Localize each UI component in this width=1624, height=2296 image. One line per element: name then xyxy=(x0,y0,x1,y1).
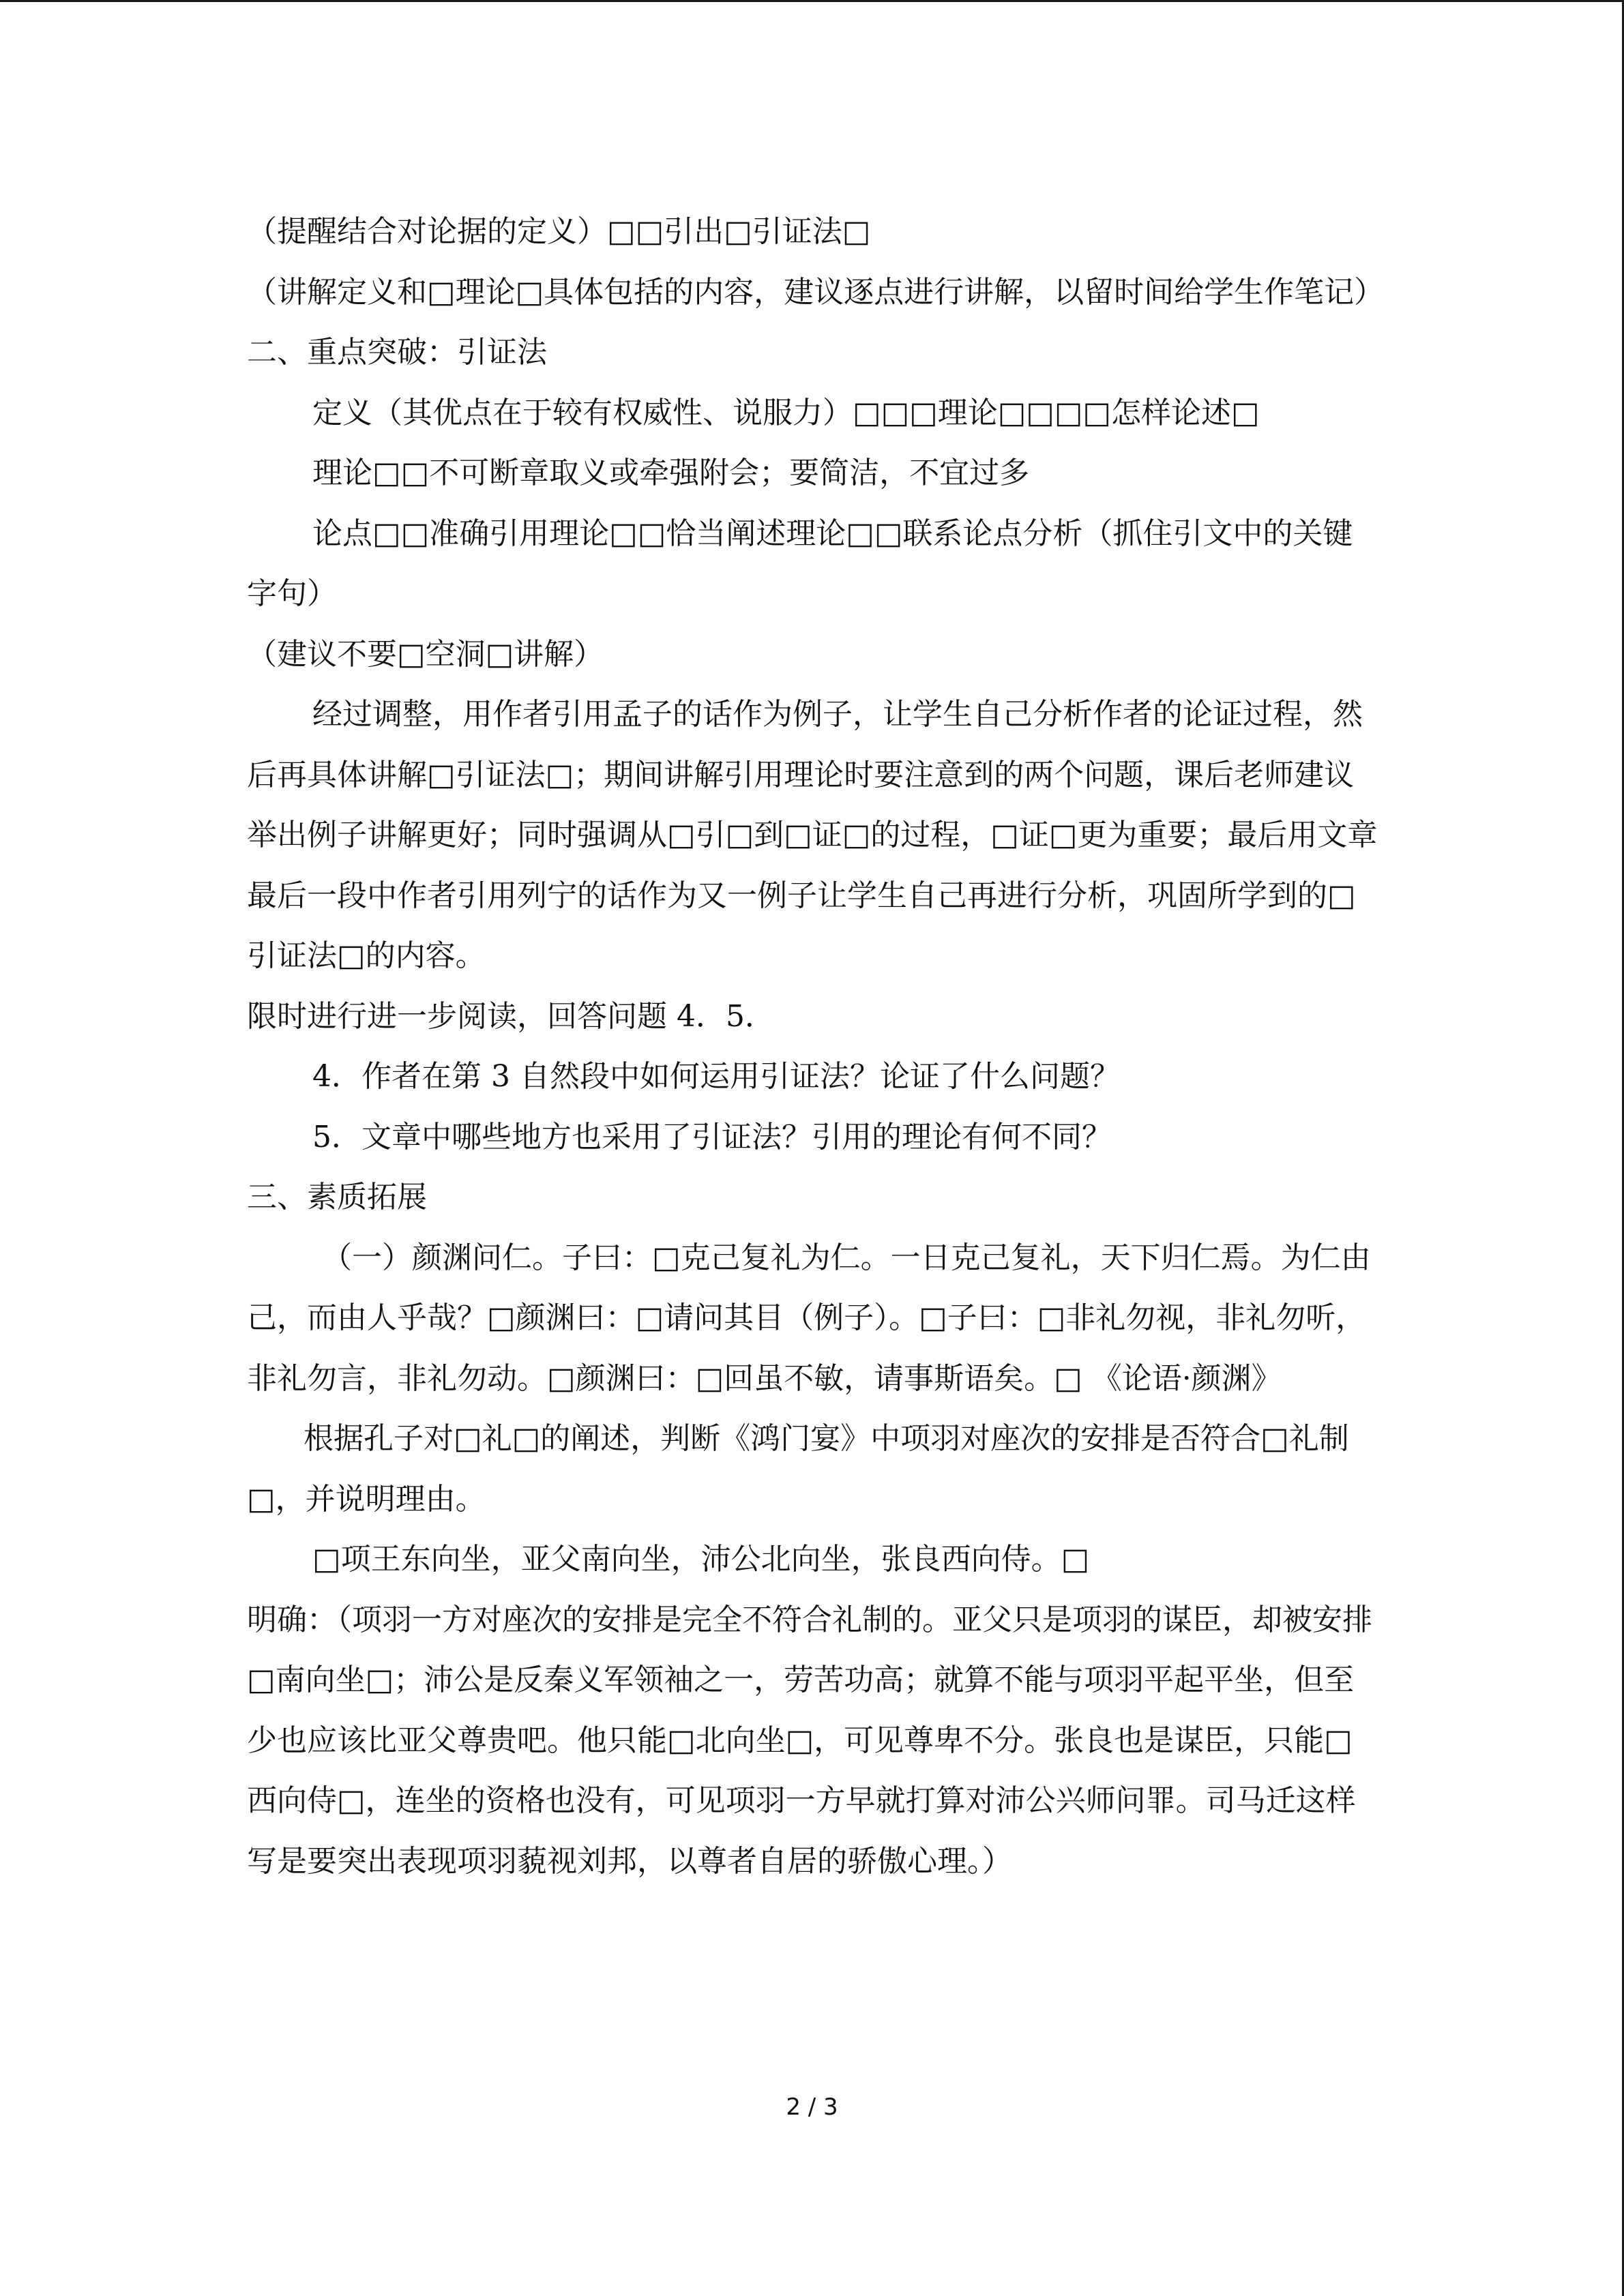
question-5: 5．文章中哪些地方也采用了引证法？引用的理论有何不同？ xyxy=(312,1119,1112,1154)
paragraph-banquet-quote: □项王东向坐，亚父南向坐，沛公北向坐，张良西向侍。□ xyxy=(312,1542,1090,1577)
question-4: 4．作者在第 3 自然段中如何运用引证法？论证了什么问题？ xyxy=(312,1059,1120,1094)
page-number: 2 / 3 xyxy=(786,2093,838,2121)
paragraph-theory: 理论□□不可断章取义或牵强附会；要简洁，不宜过多 xyxy=(312,456,1030,490)
paragraph-banquet-question: 根据孔子对□礼□的阐述，判断《鸿门宴》中项羽对座次的安排是否符合□礼制□，并说明理由。 xyxy=(247,1421,1349,1517)
paragraph-suggestion: （建议不要□空洞□讲解） xyxy=(247,636,604,672)
paragraph-analects-quote: （一）颜渊问仁。子曰：□克己复礼为仁。一日克己复礼，天下归仁焉。为仁由己，而由人乎哉？□颜渊曰：□请问其目（例子）。□子曰：□非礼勿视，非礼勿听，非礼勿言，非礼勿动。□颜渊曰：□回虽不敏，请事斯语矣。□ 《论语·颜渊》 xyxy=(247,1240,1371,1396)
section-heading-quality-extension: 三、素质拓展 xyxy=(247,1180,427,1214)
section-heading-key-breakthrough: 二、重点突破：引证法 xyxy=(247,335,547,370)
paragraph-hint-definition: （提醒结合对论据的定义）□□引出□引证法□ xyxy=(247,214,871,249)
document-body xyxy=(247,202,1385,1892)
paragraph-definition: 定义（其优点在于较有权威性、说服力）□□□理论□□□□怎样论述□ xyxy=(312,395,1260,430)
paragraph-argument: 论点□□准确引用理论□□恰当阐述理论□□联系论点分析（抓住引文中的关键字句） xyxy=(247,516,1353,611)
top-border-line xyxy=(0,0,1624,2)
paragraph-timed-reading: 限时进行进一步阅读，回答问题 4．5． xyxy=(247,998,775,1034)
paragraph-answer: 明确：（项羽一方对座次的安排是完全不符合礼制的。亚父只是项羽的谋臣，却被安排□南向坐□；沛公是反秦义军领袖之一，劳苦功高；就算不能与项羽平起平坐，但至少也应该比亚父尊贵吧。他只能□北向坐□，可见尊卑不分。张良也是谋臣，只能□西向侍□，连坐的资格也没有，可见项羽一方早就打算对沛公兴师问罪。司马迁这样写是要突出表现项羽藐视刘邦，以尊者自居的骄傲心理。） xyxy=(247,1602,1372,1879)
paragraph-explain-definition: （讲解定义和□理论□具体包括的内容，建议逐点进行讲解，以留时间给学生作笔记） xyxy=(247,274,1385,310)
paragraph-adjustment: 经过调整，用作者引用孟子的话作为例子，让学生自己分析作者的论证过程，然后再具体讲解□引证法□；期间讲解引用理论时要注意到的两个问题，课后老师建议举出例子讲解更好；同时强调从□引□到□证□的过程，□证□更为重要；最后用文章最后一段中作者引用列宁的话作为又一例子让学生自己再进行分析，巩固所学到的□引证法□的内容。 xyxy=(247,697,1378,973)
